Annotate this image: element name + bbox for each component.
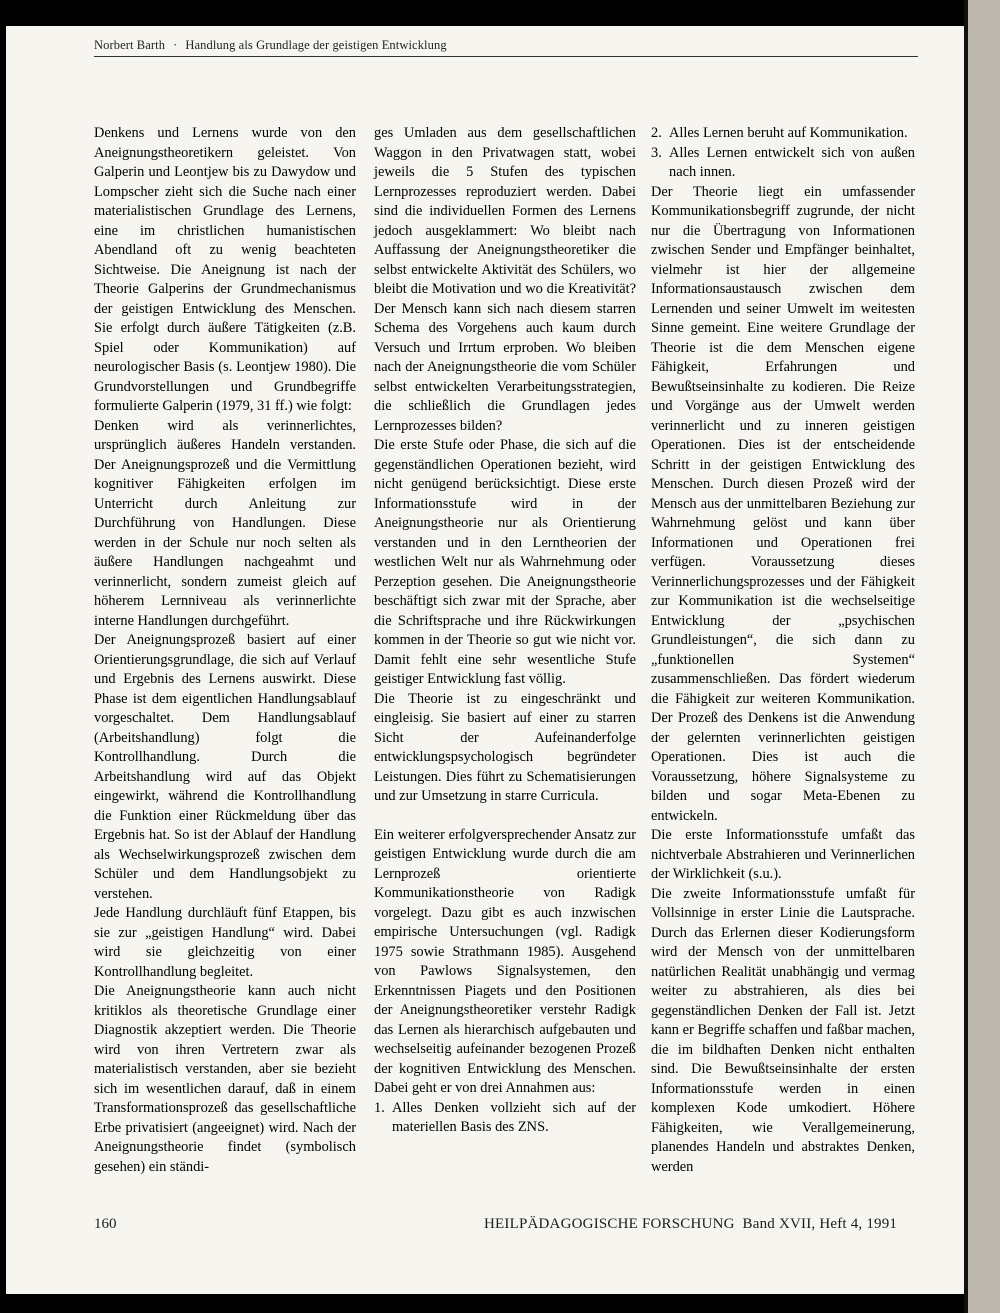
journal-name: HEILPÄDAGOGISCHE FORSCHUNG: [484, 1216, 735, 1232]
list-text: Alles Lernen beruht auf Kommunikation.: [669, 125, 908, 141]
paragraph: Jede Handlung durchläuft fünf Etappen, bis sie zur „geistigen Handlung“ wird. Dabei wird sie gleichzeitig von einer Kontrollhandlung begleitet.: [94, 905, 356, 980]
paragraph: Die zweite Informationsstufe umfaßt für Vollsinnige in erster Linie die Lautsprache. Durch das Erlernen dieser Kodierungsform wird der Mensch von der unmittelbaren natürlichen Realität unabhängig und vermag weiter zu abstrahieren, als dies bei gegenständlichen Denken der Fall ist. Jetzt kann er Begriffe schaffen und faßbar machen, die im bildhaften Denken nicht enthalten sind. Die Bewußtseinsinhalte der ersten Informationsstufe werden in einen komplexen Kode umkodiert. Höhere Fähigkeiten, wie Verallgemeinerung, planendes Handeln und abstraktes Denken, werden: [651, 885, 915, 1175]
column-2: [374, 124, 636, 1138]
list-text: Alles Lernen entwickelt sich von außen nach innen.: [669, 144, 915, 180]
paragraph: Die Aneignungstheorie kann auch nicht kritiklos als theoretische Grundlage einer Diagnostik akzeptiert werden. Die Theorie wird von ihren Vertretern zwar als materialistisch verstanden, aber sie bezieht sich im wesentlichen darauf, daß in einem Transformationsprozeß das gesellschaftliche Erbe privatisiert (angeeignet) wird. Nach der Aneignungstheorie findet (symbolisch gesehen) ein ständi-: [94, 983, 356, 1175]
paragraph: Der Theorie liegt ein umfassender Kommunikationsbegriff zugrunde, der nicht nur die Übertragung von Informationen zwischen Sender und Empfänger beinhaltet, vielmehr ist hier der allgemeine Informationsaustausch zwischen dem Lernenden und seiner Umwelt im weitesten Sinne gemeint. Eine weitere Grundlage der Theorie ist die dem Menschen eigene Fähigkeit, Erfahrungen und Bewußtseinsinhalte zu kodieren. Die Reize und Vorgänge aus der Umwelt werden verinnerlicht und zu inneren geistigen Operationen. Dies ist der entscheidende Schritt in der geistigen Entwicklung des Menschen. Durch diesen Prozeß wird der Mensch aus der unmittelbaren Beziehung zur Wahrnehmung gelöst und kann über Informationen und Operationen frei verfügen. Voraussetzung dieses Verinnerlichungsprozesses und der Fähigkeit zur Kommunikation ist die wechselseitige Entwicklung der „psychischen Grundleistungen“, die sich dann zu „funktionellen Systemen“ zusammenschließen. Das fördert wiederum die Fähigkeit zur weiteren Kommunikation. Der Prozeß des Denkens ist die Anwendung der gelernten verinnerlichten geistigen Operationen. Dies ist auch die Voraussetzung, höhere Signalsysteme zu bilden und sogar Meta-Ebenen zu entwickeln.: [651, 183, 915, 824]
list-number: 1.: [374, 1099, 385, 1116]
list-text: Alles Denken vollzieht sich auf der materiellen Basis des ZNS.: [392, 1099, 636, 1135]
header-title: Handlung als Grundlage der geistigen Entwicklung: [185, 38, 447, 52]
list-number: 2.: [651, 125, 662, 141]
paragraph: Denken wird als verinnerlichtes, ursprünglich äußeres Handeln verstanden. Der Aneignungsprozeß und die Vermittlung kognitiver Fähigkeiten erfolgen im Unterricht durch Anleitung zur Durchführung von Handlungen. Diese werden in der Schule nur noch selten als äußere Handlungen nachgeahmt und verinnerlicht, sondern zumeist gleich auf höherem Lernniveau als verinnerlichte interne Handlungen durchgeführt.: [94, 417, 356, 629]
header-separator: ·: [173, 38, 178, 52]
list-item: [651, 144, 915, 183]
list-item: [651, 124, 915, 144]
paragraph: Der Aneignungsprozeß basiert auf einer Orientierungsgrundlage, die sich auf Verlauf und Ergebnis des Lernens auswirkt. Diese Phase ist dem eigentlichen Handlungsablauf vorgeschaltet. Dem Handlungsablauf (Arbeitshandlung) folgt die Kontrollhandlung. Durch die Arbeitshandlung wird auf das Objekt eingewirkt, während die Kontrollhandlung die Funktion einer Rückmeldung über das Ergebnis hat. So ist der Ablauf der Handlung als Wechselwirkungsprozeß zwischen dem Schüler und dem Handlungsobjekt zu verstehen.: [94, 632, 356, 902]
paragraph: Ein weiterer erfolgversprechender Ansatz zur geistigen Entwicklung wurde durch die am Lernprozeß orientierte Kommunikationstheorie von Radigk vorgelegt. Dazu gibt es auch inzwischen empirische Untersuchungen (vgl. Radigk 1975 sowie Strathmann 1985). Ausgehend von Pawlows Signalsystemen, den Erkenntnissen Piagets und den Positionen der Aneignungstheoretiker verstehr Radigk das Lernen als hierarchisch aufgebauten und wechselseitig aufeinander bezogenen Prozeß der kognitiven Entwicklung des Menschen. Dabei geht er von drei Annahmen aus:: [374, 826, 636, 1096]
next-page-edge: [968, 0, 1000, 1313]
list-item: [374, 1099, 636, 1138]
column-1: [94, 124, 356, 1177]
header-author: Norbert Barth: [94, 38, 166, 52]
paragraph: ges Umladen aus dem gesellschaftlichen Waggon in den Privatwagen statt, wobei jeweils die 5 Stufen des typischen Lernprozesses reproduziert werden. Dabei sind die individuellen Formen des Lernens jedoch ausgeklammert: Wo bleibt nach Auffassung der Aneignungstheoretiker die selbst entwickelte Aktivität des Schülers, wo bleibt die Motivation und wo die Kreativität? Der Mensch kann sich nach diesem starren Schema des Vorgehens auch kaum durch Versuch und Irrtum erproben. Wo bleiben nach der Aneignungstheorie die vom Schüler selbst entwickelten Verarbeitungsstrategien, die schließlich die Grundlagen jedes Lernprozesses bilden?: [374, 125, 636, 434]
list-number: 3.: [651, 144, 662, 161]
paragraph: Die erste Informationsstufe umfaßt das nichtverbale Abstrahieren und Verinnerlichen der Wirklichkeit (s.u.).: [651, 827, 915, 882]
paragraph: Die Theorie ist zu eingeschränkt und eingleisig. Sie basiert auf einer zu starren Sicht der Aufeinanderfolge entwicklungspsychologisch begründeter Leistungen. Dies führt zu Schematisierungen und zur Umsetzung in starre Curricula.: [374, 690, 636, 804]
journal-footer: [484, 1216, 897, 1233]
journal-issue: Band XVII, Heft 4, 1991: [742, 1216, 898, 1232]
running-header: [94, 38, 914, 53]
paragraph: Die erste Stufe oder Phase, die sich auf die gegenständlichen Operationen bezieht, wird nicht genügend berücksichtigt. Diese erste Informationsstufe wird in der Aneignungstheorie nur als Orientierung verstanden und in den Lerntheorien der westlichen Welt nur als Wahrnehmung oder Perzeption gesehen. Die Aneignungstheorie beschäftigt sich zwar mit der Sprache, aber die Schriftsprache und ihre Rückwirkungen kommen in der Theorie so gut wie nicht vor. Damit fehlt eine sehr wesentliche Stufe geistiger Entwicklung fast völlig.: [374, 437, 636, 687]
section-gap: [374, 807, 636, 826]
page-number: 160: [94, 1216, 117, 1232]
column-3: [651, 124, 915, 1177]
header-rule: [94, 56, 918, 57]
paragraph: Denkens und Lernens wurde von den Aneignungstheoretikern geleistet. Von Galperin und Leontjew bis zu Dawydow und Lompscher zieht sich die Suche nach einer materialistischen Grundlage des Lernens, eine im christlichen humanistischen Abendland oft zu wenig beachteten Sichtweise. Die Aneignung ist nach der Theorie Galperins der Grundmechanismus der geistigen Entwicklung des Menschen. Sie erfolgt durch äußere Tätigkeiten (z.B. Spiel oder Kommunikation) auf neurologischer Basis (s. Leontjew 1980). Die Grundvorstellungen und Grundbegriffe formulierte Galperin (1979, 31 ff.) wie folgt:: [94, 125, 356, 414]
